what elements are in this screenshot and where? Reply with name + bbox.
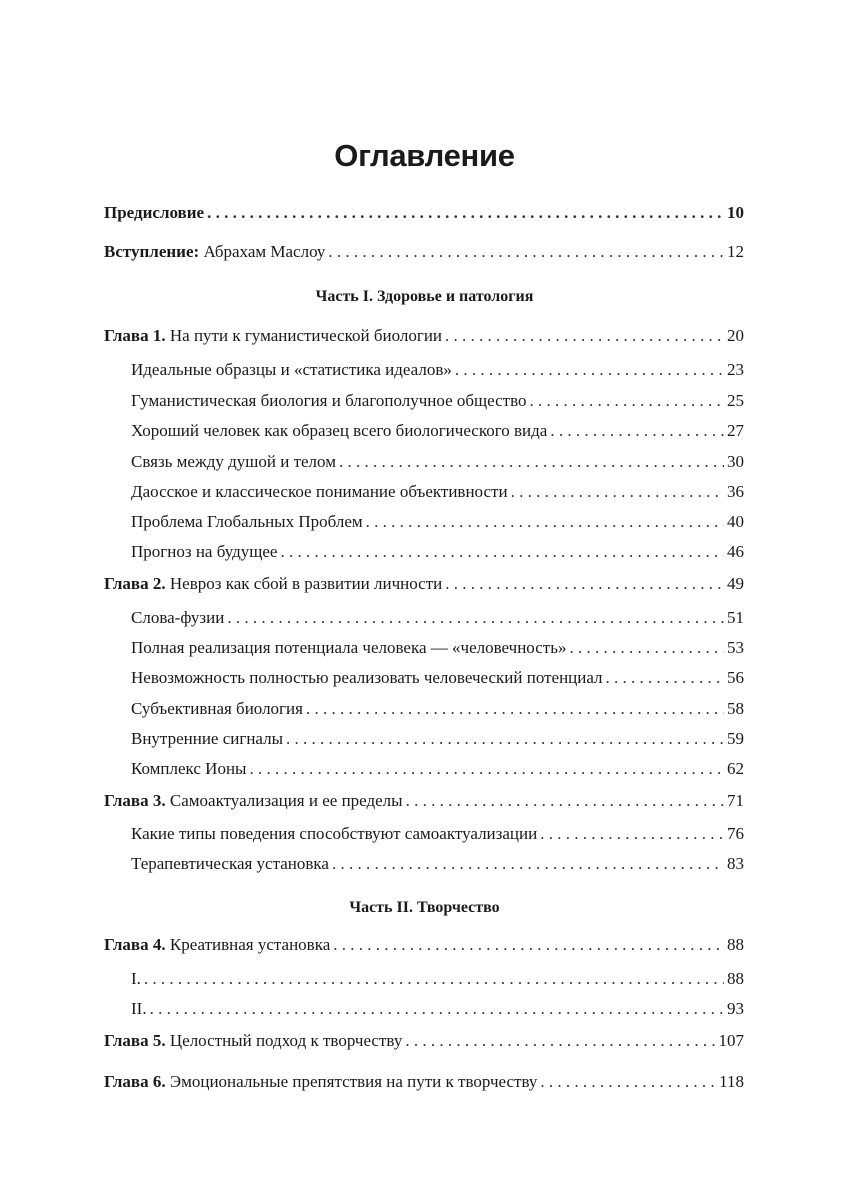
page-number: 93	[727, 999, 744, 1018]
toc-subentry[interactable]	[131, 697, 744, 721]
entry-text: Невроз как сбой в развитии личности	[169, 574, 443, 593]
entry-text: Идеальные образцы и «статистика идеалов»	[131, 360, 452, 379]
leader-dots	[286, 727, 724, 751]
entry-text: Гуманистическая биология и благополучное общество	[131, 391, 527, 410]
leader-dots	[280, 540, 724, 564]
toc-subentry[interactable]	[131, 822, 744, 846]
part-heading: Часть II. Творчество	[349, 899, 500, 916]
toc-subentry[interactable]	[131, 852, 744, 876]
entry-text: I.	[131, 969, 141, 988]
entry-label: Глава 4.	[104, 935, 166, 954]
toc-entry-chapter-3[interactable]	[104, 789, 744, 813]
leader-dots	[333, 933, 724, 957]
leader-dots	[455, 358, 724, 382]
toc-entry-chapter-6[interactable]	[104, 1070, 744, 1094]
leader-dots	[207, 201, 724, 225]
entry-text: Абрахам Маслоу	[203, 242, 326, 261]
page-number: 107	[718, 1031, 744, 1050]
leader-dots	[405, 1029, 715, 1053]
page-number: 49	[727, 574, 744, 593]
leader-dots	[339, 450, 724, 474]
entry-label: Вступление:	[104, 242, 200, 261]
entry-text: Креативная установка	[169, 935, 331, 954]
entry-text: II.	[131, 999, 147, 1018]
page-number: 51	[727, 608, 744, 627]
entry-label: Глава 6.	[104, 1072, 166, 1091]
page-number: 88	[727, 969, 744, 988]
page-number: 59	[727, 729, 744, 748]
entry-text: Хороший человек как образец всего биологического вида	[131, 421, 548, 440]
page-number: 88	[727, 935, 744, 954]
page-number: 76	[727, 824, 744, 843]
entry-text: Внутренние сигналы	[131, 729, 284, 748]
entry-text: Какие типы поведения способствуют самоактуализации	[131, 824, 538, 843]
page-number: 83	[727, 854, 744, 873]
entry-text: Связь между душой и телом	[131, 452, 336, 471]
page-title: Оглавление	[334, 138, 515, 173]
page-number: 40	[727, 512, 744, 531]
toc-subentry[interactable]	[131, 419, 744, 443]
leader-dots	[540, 822, 724, 846]
page-number: 71	[727, 791, 744, 810]
page-number: 25	[727, 391, 744, 410]
page-number: 58	[727, 699, 744, 718]
leader-dots	[606, 666, 724, 690]
leader-dots	[511, 480, 724, 504]
entry-text: Прогноз на будущее	[131, 542, 278, 561]
leader-dots	[150, 997, 724, 1021]
toc-subentry[interactable]	[131, 636, 744, 660]
toc-entry-intro[interactable]	[104, 240, 744, 264]
page-number: 27	[727, 421, 744, 440]
toc-subentry[interactable]	[131, 389, 744, 413]
toc-subentry[interactable]	[131, 727, 744, 751]
leader-dots	[530, 389, 725, 413]
toc-entry-chapter-5[interactable]	[104, 1029, 744, 1053]
entry-label: Глава 5.	[104, 1031, 166, 1050]
leader-dots	[550, 419, 724, 443]
page-number: 30	[727, 452, 744, 471]
toc-subentry[interactable]	[131, 510, 744, 534]
entry-text: Полная реализация потенциала человека — «человечность»	[131, 638, 567, 657]
toc-entry-chapter-2[interactable]	[104, 572, 744, 596]
entry-label: Глава 3.	[104, 791, 166, 810]
page-number: 20	[727, 326, 744, 345]
entry-text: Слова-фузии	[131, 608, 225, 627]
leader-dots	[328, 240, 724, 264]
leader-dots	[445, 324, 724, 348]
toc-subentry[interactable]	[131, 967, 744, 991]
toc-subentry[interactable]	[131, 480, 744, 504]
entry-text: Комплекс Ионы	[131, 759, 247, 778]
entry-text: Эмоциональные препятствия на пути к творчеству	[169, 1072, 538, 1091]
toc-subentry[interactable]	[131, 450, 744, 474]
leader-dots	[227, 606, 724, 630]
toc-subentry[interactable]	[131, 606, 744, 630]
toc-subentry[interactable]	[131, 997, 744, 1021]
page-number: 23	[727, 360, 744, 379]
leader-dots	[332, 852, 724, 876]
toc-entry-chapter-4[interactable]	[104, 933, 744, 957]
entry-text: Целостный подход к творчеству	[169, 1031, 403, 1050]
entry-label: Предисловие	[104, 203, 205, 222]
entry-text: Субъективная биология	[131, 699, 303, 718]
leader-dots	[540, 1070, 716, 1094]
entry-text: Терапевтическая установка	[131, 854, 329, 873]
toc-subentry[interactable]	[131, 666, 744, 690]
toc-entry-preface[interactable]	[104, 201, 744, 225]
leader-dots	[144, 967, 724, 991]
leader-dots	[445, 572, 724, 596]
entry-label: Глава 1.	[104, 326, 166, 345]
entry-text: Даосское и классическое понимание объективности	[131, 482, 508, 501]
page-number: 53	[727, 638, 744, 657]
page-number: 46	[727, 542, 744, 561]
leader-dots	[366, 510, 724, 534]
page-number: 118	[719, 1072, 744, 1091]
part-heading: Часть I. Здоровье и патология	[315, 288, 534, 305]
leader-dots	[249, 757, 724, 781]
page-number: 62	[727, 759, 744, 778]
entry-label: Глава 2.	[104, 574, 166, 593]
page-number: 56	[727, 668, 744, 687]
toc-subentry[interactable]	[131, 358, 744, 382]
entry-text: Проблема Глобальных Проблем	[131, 512, 363, 531]
leader-dots	[569, 636, 724, 660]
page-number: 12	[727, 242, 744, 261]
toc-entry-chapter-1[interactable]	[104, 324, 744, 348]
entry-text: На пути к гуманистической биологии	[169, 326, 443, 345]
toc-subentry[interactable]	[131, 540, 744, 564]
toc-subentry[interactable]	[131, 757, 744, 781]
page-number: 36	[727, 482, 744, 501]
leader-dots	[406, 789, 724, 813]
entry-text: Самоактуализация и ее пределы	[169, 791, 403, 810]
entry-text: Невозможность полностью реализовать человеческий потенциал	[131, 668, 603, 687]
page-number: 10	[727, 203, 744, 222]
leader-dots	[306, 697, 724, 721]
